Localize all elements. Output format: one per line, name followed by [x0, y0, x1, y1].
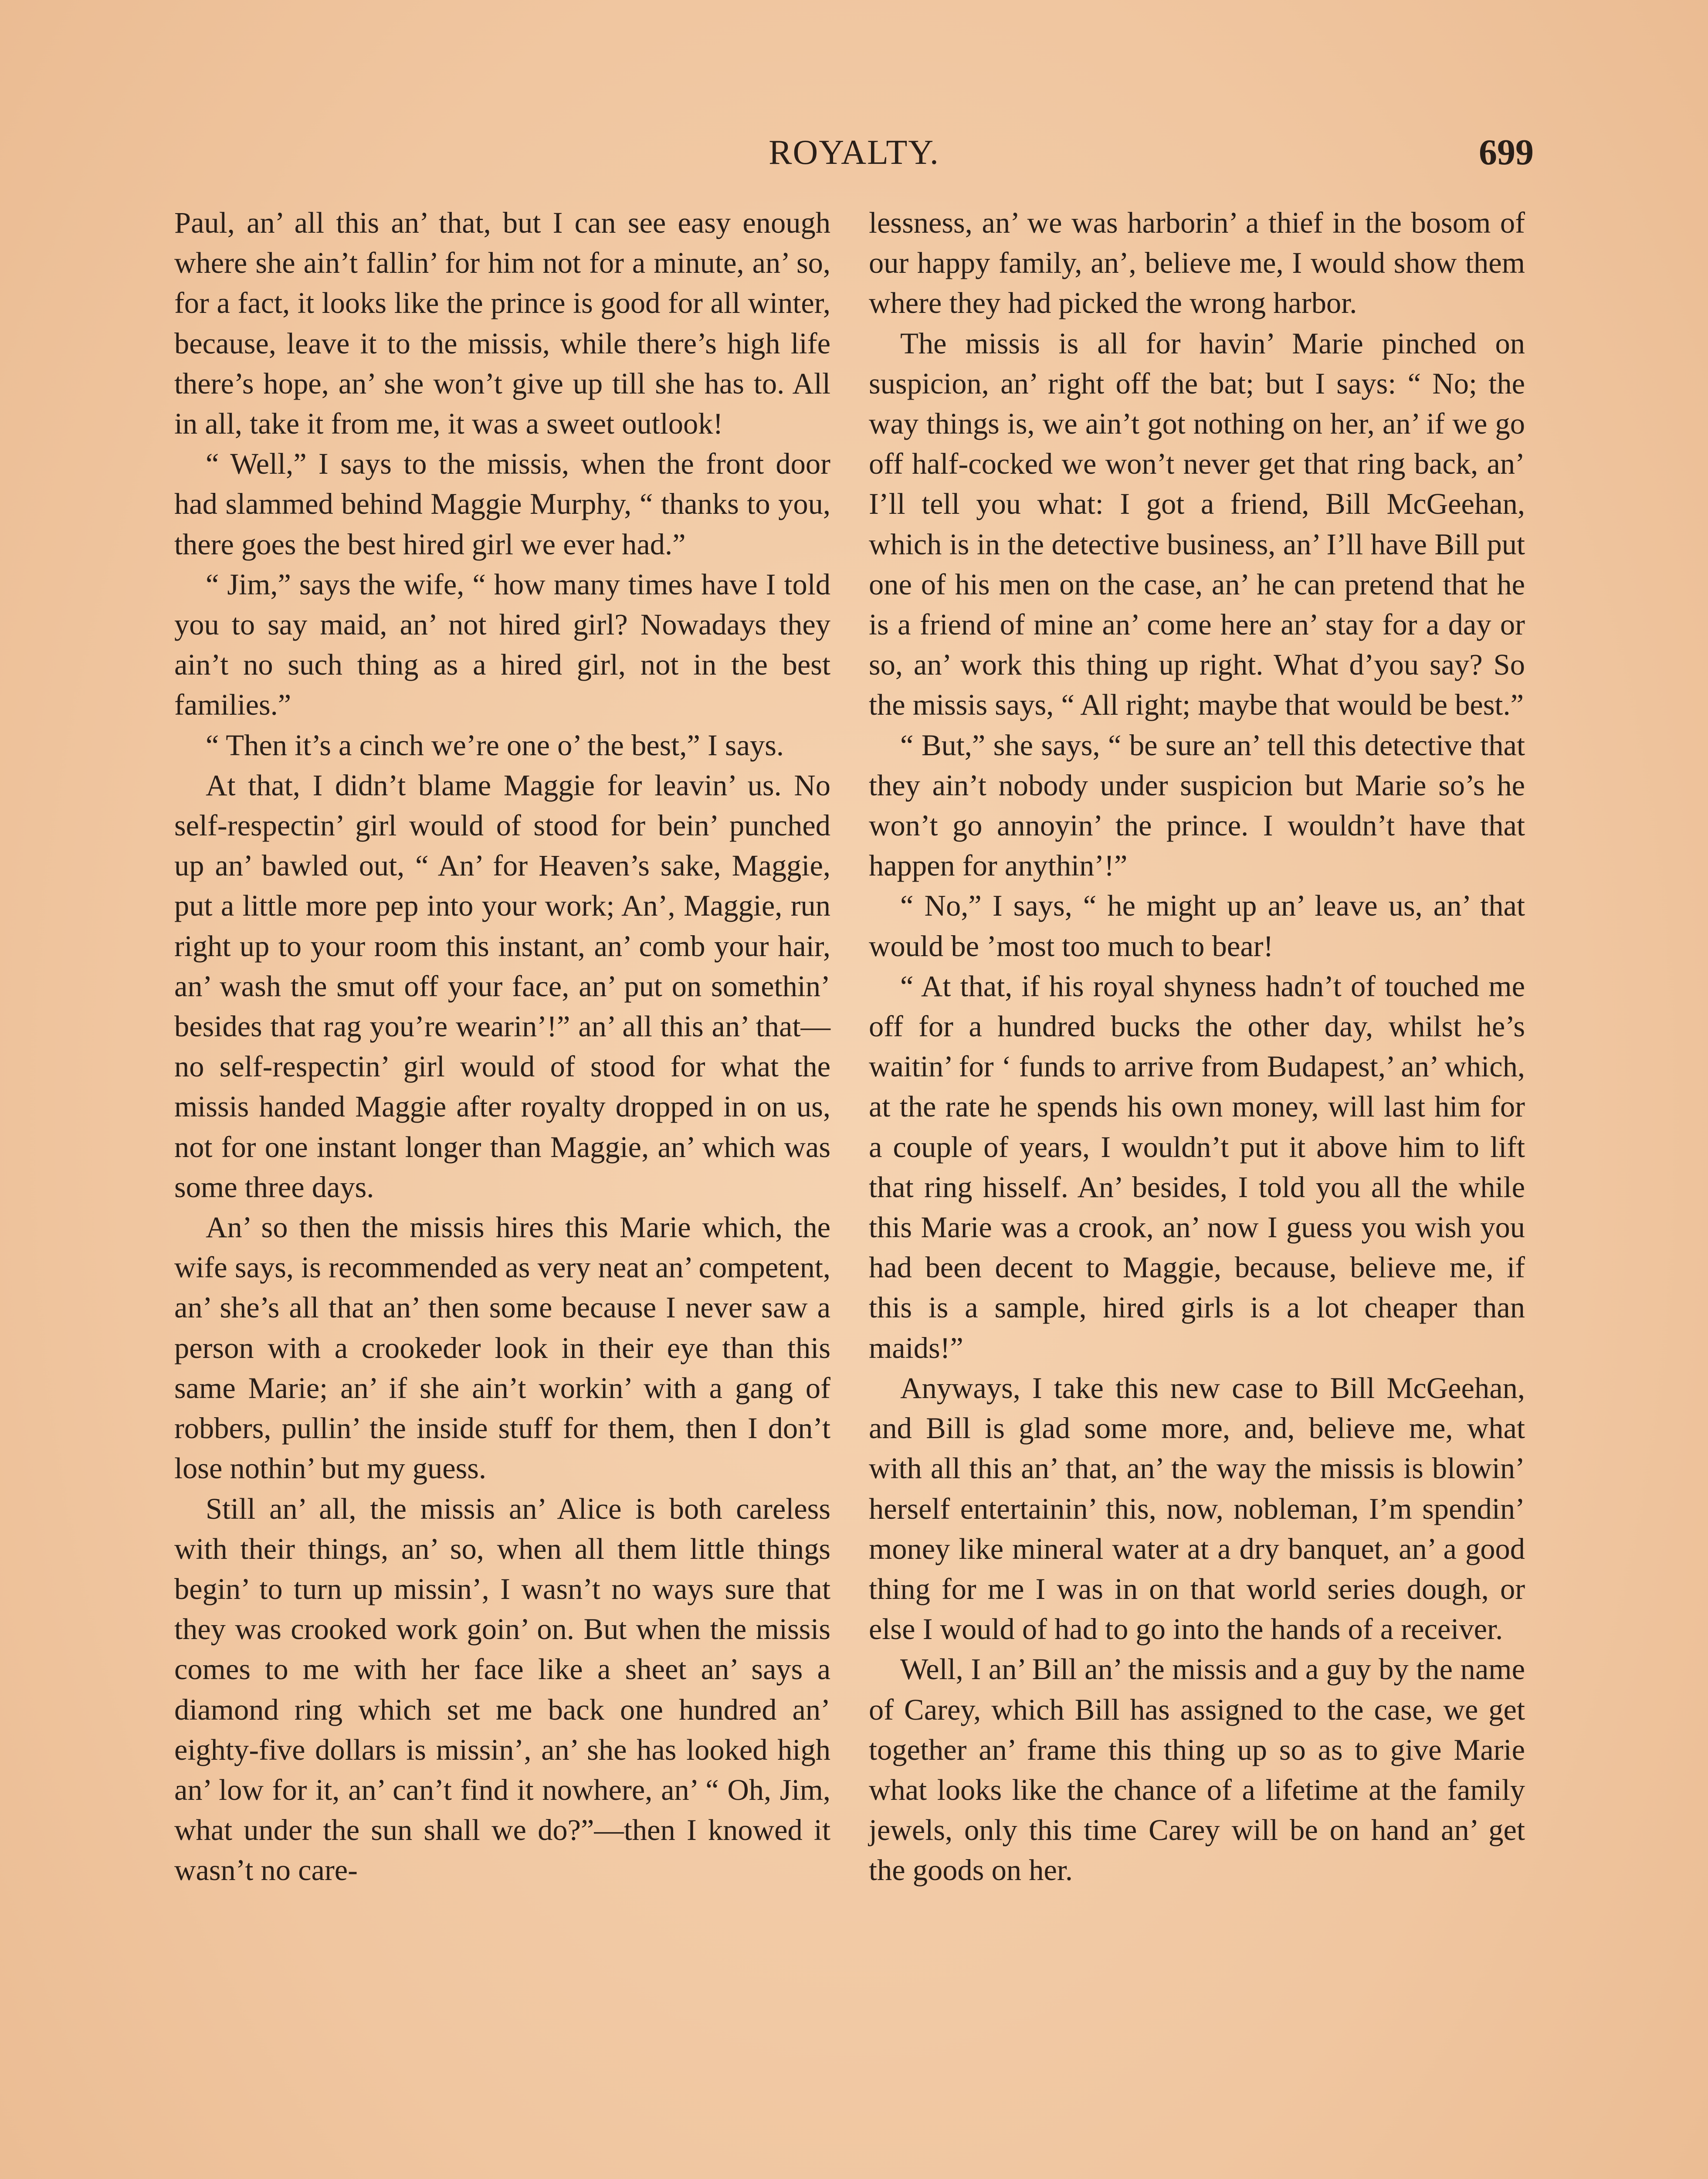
paragraph: “ Jim,” says the wife, “ how many times have I told you to say maid, an’ not hired girl? Nowadays they ain’t no such thing as a hired girl, not in the best families.”: [174, 567, 830, 722]
page-header: [174, 126, 1534, 179]
paragraph: Paul, an’ all this an’ that, but I can see easy enough where she ain’t fallin’ for him not for a minute, an’ so, for a fact, it looks like the prince is good for all winter, because, leave it to the missis, while there’s high life there’s hope, an’ she won’t give up till she has to. All in all, take it from me, it was a sweet outlook!: [174, 206, 830, 441]
page-number: 699: [1479, 132, 1534, 173]
running-title: ROYALTY.: [769, 133, 939, 172]
paragraph: lessness, an’ we was harborin’ a thief in the bosom of our happy family, an’, believe me, I would show them where they had picked the wrong harbor.: [869, 206, 1525, 320]
paragraph: Still an’ all, the missis an’ Alice is both careless with their things, an’ so, when all them little things begin’ to turn up missin’, I wasn’t no ways sure that they was crooked work goin’ on. But when the missis comes to me with her face like a sheet an’ says a diamond ring which set me back one hundred an’ eighty-five dollars is missin’, an’ she has looked high an’ low for it, an’ can’t find it nowhere, an’ “ Oh, Jim, what under the sun shall we do?”—then I knowed it wasn’t no care-: [174, 1492, 830, 1887]
paragraph: “ But,” she says, “ be sure an’ tell this detective that they ain’t nobody under suspicion but Marie so’s he won’t go annoyin’ the prince. I wouldn’t have that happen for anythin’!”: [869, 728, 1525, 882]
paragraph: Anyways, I take this new case to Bill McGeehan, and Bill is glad some more, and, believe me, what with all this an’ that, an’ the way the missis is blowin’ herself entertainin’ this, now, nobleman, I’m spendin’ money like mineral water at a dry banquet, an’ a good thing for me I was in on that world series dough, or else I would of had to go into the hands of a receiver.: [869, 1371, 1525, 1646]
right-column: [869, 203, 1525, 1891]
paragraph: “ No,” I says, “ he might up an’ leave us, an’ that would be ’most too much to bear!: [869, 889, 1525, 963]
left-column: [174, 203, 830, 1891]
paragraph: An’ so then the missis hires this Marie which, the wife says, is recommended as very neat an’ competent, an’ she’s all that an’ then some because I never saw a person with a crookeder look in their eye than this same Marie; an’ if she ain’t workin’ with a gang of robbers, pullin’ the inside stuff for them, then I don’t lose nothin’ but my guess.: [174, 1211, 830, 1485]
paragraph: The missis is all for havin’ Marie pinched on suspicion, an’ right off the bat; but I says: “ No; the way things is, we ain’t got nothing on her, an’ if we go off half-cocked we won’t never get that ring back, an’ I’ll tell you what: I got a friend, Bill McGeehan, which is in the detective business, an’ I’ll have Bill put one of his men on the case, an’ he can pretend that he is a friend of mine an’ come here an’ stay for a day or so, an’ work this thing up right. What d’you say? So the missis says, “ All right; maybe that would be best.”: [869, 326, 1525, 722]
paragraph: Well, I an’ Bill an’ the missis and a guy by the name of Carey, which Bill has assigned to the case, we get together an’ frame this thing up so as to give Marie what looks like the chance of a lifetime at the family jewels, only this time Carey will be on hand an’ get the goods on her.: [869, 1653, 1525, 1887]
paragraph: “ Then it’s a cinch we’re one o’ the best,” I says.: [206, 728, 784, 762]
paragraph: “ At that, if his royal shyness hadn’t of touched me off for a hundred bucks the other day, whilst he’s waitin’ for ‘ funds to arrive from Budapest,’ an’ which, at the rate he spends his own money, will last him for a couple of years, I wouldn’t put it above him to lift that ring hisself. An’ besides, I told you all the while this Marie was a crook, an’ now I guess you wish you had been decent to Maggie, because, believe me, if this is a sample, hired girls is a lot cheaper than maids!”: [869, 969, 1525, 1364]
paragraph: “ Well,” I says to the missis, when the front door had slammed behind Maggie Murphy, “ thanks to you, there goes the best hired girl we ever had.”: [174, 447, 830, 561]
paragraph: At that, I didn’t blame Maggie for leavin’ us. No self-respectin’ girl would of stood for bein’ punched up an’ bawled out, “ An’ for Heaven’s sake, Maggie, put a little more pep into your work; An’, Maggie, run right up to your room this instant, an’ comb your hair, an’ wash the smut off your face, an’ put on somethin’ besides that rag you’re wearin’!” an’ all this an’ that—no self-respectin’ girl would of stood for what the missis handed Maggie after royalty dropped in on us, not for one instant longer than Maggie, an’ which was some three days.: [174, 768, 830, 1204]
